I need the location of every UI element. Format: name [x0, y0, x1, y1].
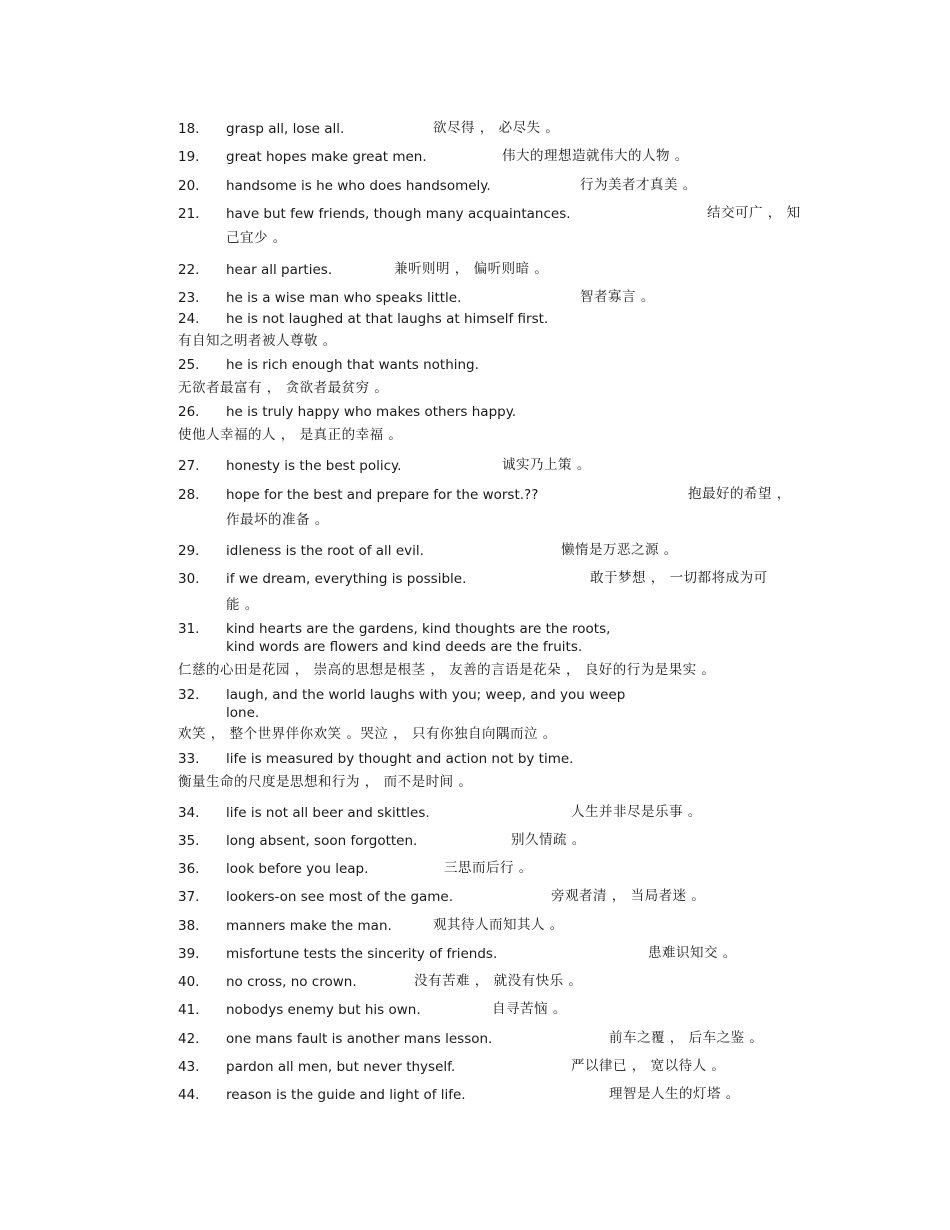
english-proverb: look before you leap.: [226, 861, 369, 877]
entry-number: 42.: [178, 1031, 200, 1047]
english-proverb: hear all parties.: [226, 262, 333, 278]
english-proverb: idleness is the root of all evil.: [226, 543, 424, 559]
entry-number: 44.: [178, 1087, 200, 1103]
entry-number: 36.: [178, 861, 200, 877]
entry-number: 21.: [178, 206, 200, 222]
chinese-translation: 衡量生命的尺度是思想和行为 ， 而不是时间 。: [178, 774, 473, 790]
chinese-translation: 理智是人生的灯塔 。: [609, 1086, 740, 1102]
chinese-translation: 观其待人而知其人 。: [433, 917, 564, 933]
entry-number: 19.: [178, 149, 200, 165]
chinese-translation: 敢于梦想 ， 一切都将成为可: [590, 570, 768, 586]
english-proverb: handsome is he who does handsomely.: [226, 178, 491, 194]
english-proverb: have but few friends, though many acquaintances.: [226, 206, 571, 222]
chinese-translation: 抱最好的希望 ，: [688, 486, 791, 502]
chinese-translation: 伟大的理想造就伟大的人物 。: [502, 148, 689, 164]
english-proverb: kind hearts are the gardens, kind thoughts are the roots,: [226, 621, 611, 637]
chinese-translation: 前车之覆 ， 后车之鉴 。: [609, 1030, 764, 1046]
english-proverb: if we dream, everything is possible.: [226, 571, 467, 587]
entry-number: 33.: [178, 751, 200, 767]
entry-number: 40.: [178, 974, 200, 990]
entry-number: 23.: [178, 290, 200, 306]
chinese-translation: 使他人幸福的人 ， 是真正的幸福 。: [178, 427, 403, 443]
chinese-translation: 诚实乃上策 。: [502, 457, 591, 473]
english-proverb: he is not laughed at that laughs at himself first.: [226, 311, 549, 327]
english-proverb: lookers-on see most of the game.: [226, 889, 454, 905]
chinese-translation: 懒惰是万恶之源 。: [561, 542, 678, 558]
chinese-translation: 行为美者才真美 。: [580, 177, 697, 193]
english-proverb: no cross, no crown.: [226, 974, 357, 990]
entry-number: 18.: [178, 121, 200, 137]
chinese-translation: 仁慈的心田是花园 ， 崇高的思想是根茎 ， 友善的言语是花朵 ， 良好的行为是果实 。: [178, 662, 716, 678]
entry-number: 30.: [178, 571, 200, 587]
entry-number: 35.: [178, 833, 200, 849]
english-proverb: he is a wise man who speaks little.: [226, 290, 462, 306]
entry-number: 27.: [178, 458, 200, 474]
chinese-translation: 旁观者清 ， 当局者迷 。: [551, 888, 706, 904]
entry-number: 37.: [178, 889, 200, 905]
chinese-translation: 智者寡言 。: [580, 289, 655, 305]
entry-number: 29.: [178, 543, 200, 559]
english-proverb: manners make the man.: [226, 918, 392, 934]
english-proverb: one mans fault is another mans lesson.: [226, 1031, 493, 1047]
english-proverb: nobodys enemy but his own.: [226, 1002, 421, 1018]
english-proverb: laugh, and the world laughs with you; weep, and you weep: [226, 687, 626, 703]
entry-number: 26.: [178, 404, 200, 420]
chinese-translation: 有自知之明者被人尊敬 。: [178, 333, 337, 349]
entry-number: 20.: [178, 178, 200, 194]
chinese-translation: 人生并非尽是乐事 。: [571, 804, 702, 820]
entry-number: 41.: [178, 1002, 200, 1018]
entry-number: 32.: [178, 687, 200, 703]
chinese-translation: 无欲者最富有 ， 贪欲者最贫穷 。: [178, 380, 389, 396]
english-proverb-continued: lone.: [226, 705, 260, 721]
chinese-translation: 欲尽得 ， 必尽失 。: [433, 120, 560, 136]
english-proverb: life is not all beer and skittles.: [226, 805, 430, 821]
entry-number: 25.: [178, 357, 200, 373]
chinese-translation: 结交可广 ， 知: [707, 205, 801, 221]
english-proverb: hope for the best and prepare for the worst.??: [226, 487, 539, 503]
chinese-translation: 没有苦难 ， 就没有快乐 。: [414, 973, 583, 989]
chinese-translation-continued: 己宜少 。: [226, 230, 287, 246]
chinese-translation: 三思而后行 。: [444, 860, 533, 876]
english-proverb: long absent, soon forgotten.: [226, 833, 418, 849]
chinese-translation-continued: 作最坏的准备 。: [226, 512, 329, 528]
entry-number: 28.: [178, 487, 200, 503]
english-proverb: reason is the guide and light of life.: [226, 1087, 466, 1103]
english-proverb-continued: kind words are flowers and kind deeds are the fruits.: [226, 639, 583, 655]
chinese-translation: 自寻苦恼 。: [492, 1001, 567, 1017]
entry-number: 31.: [178, 621, 200, 637]
english-proverb: life is measured by thought and action not by time.: [226, 751, 574, 767]
chinese-translation: 患难识知交 。: [648, 945, 737, 961]
entry-number: 24.: [178, 311, 200, 327]
english-proverb: he is rich enough that wants nothing.: [226, 357, 479, 373]
chinese-translation: 欢笑 ， 整个世界伴你欢笑 。哭泣 ， 只有你独自向隅而泣 。: [178, 726, 557, 742]
chinese-translation: 兼听则明 ， 偏听则暗 。: [394, 261, 549, 277]
chinese-translation: 严以律已 ， 宽以待人 。: [571, 1058, 726, 1074]
english-proverb: grasp all, lose all.: [226, 121, 345, 137]
english-proverb: he is truly happy who makes others happy.: [226, 404, 517, 420]
entry-number: 38.: [178, 918, 200, 934]
english-proverb: great hopes make great men.: [226, 149, 427, 165]
entry-number: 22.: [178, 262, 200, 278]
english-proverb: pardon all men, but never thyself.: [226, 1059, 456, 1075]
entry-number: 34.: [178, 805, 200, 821]
chinese-translation-continued: 能 。: [226, 597, 259, 613]
english-proverb: honesty is the best policy.: [226, 458, 402, 474]
chinese-translation: 别久情疏 。: [511, 832, 586, 848]
entry-number: 43.: [178, 1059, 200, 1075]
english-proverb: misfortune tests the sincerity of friends.: [226, 946, 498, 962]
entry-number: 39.: [178, 946, 200, 962]
